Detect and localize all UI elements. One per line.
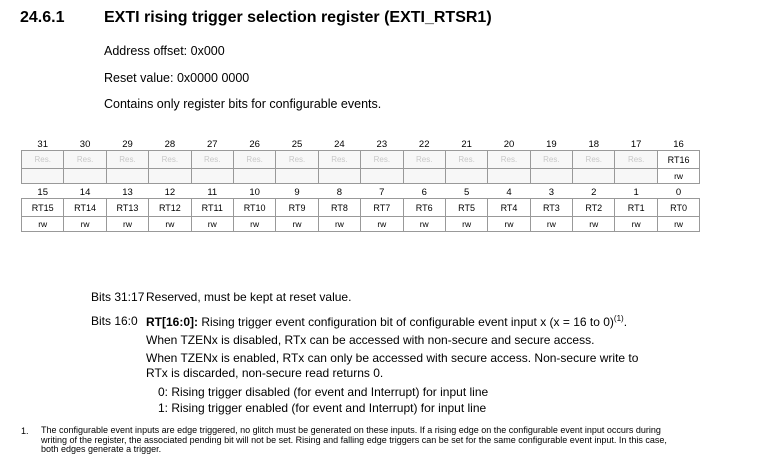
field-name: Res. [361, 151, 403, 169]
access-type: rw [657, 217, 699, 232]
field-rt-line-4: RTx is discarded, non-secure read returns 0. [146, 366, 384, 380]
field-name: RT14 [64, 199, 106, 217]
access-type: rw [445, 217, 487, 232]
bit-number: 23 [376, 139, 388, 150]
bit-number: 8 [336, 187, 343, 198]
access-type [106, 169, 148, 184]
register-lower-access-row [22, 217, 700, 232]
access-type: rw [233, 217, 275, 232]
access-type [64, 169, 106, 184]
access-type [233, 169, 275, 184]
bit-number: 4 [506, 187, 512, 198]
bit-number: 9 [294, 187, 300, 198]
access-type [149, 169, 191, 184]
access-type: rw [22, 217, 64, 232]
field-name: Res. [488, 151, 530, 169]
section-title: EXTI rising trigger selection register (EXTI_RTSR1) [104, 9, 492, 26]
field-name: Res. [530, 151, 572, 169]
access-type [276, 169, 318, 184]
bit-number: 25 [291, 139, 303, 150]
bit-number: 0 [675, 187, 682, 198]
bit-number: 1 [633, 187, 639, 198]
field-name: RT10 [233, 199, 275, 217]
field-name: RT4 [488, 199, 530, 217]
field-rt-name: RT[16:0]: [146, 315, 199, 329]
access-type [530, 169, 572, 184]
bit-number: 27 [206, 139, 218, 150]
register-note: Contains only register bits for configurable events. [104, 97, 382, 111]
register-lower-names-row [22, 199, 700, 217]
reset-value: Reset value: 0x0000 0000 [104, 71, 250, 85]
field-name: RT1 [615, 199, 657, 217]
field-name: Res. [22, 151, 64, 169]
field-name: RT8 [318, 199, 360, 217]
access-type: rw [106, 217, 148, 232]
field-rt-desc: RT[16:0]: Rising trigger event configuration bit of configurable event input x (x = 16 to 0)$^{(1)}$. [146, 314, 628, 329]
field-name: RT6 [403, 199, 445, 217]
field-rt-line-2: When TZENx is disabled, RTx can be accessed with non-secure and secure access. [146, 333, 595, 347]
field-rt-value-1: 1: Rising trigger enabled (for event and Interrupt) for input line [158, 401, 487, 415]
field-name: Res. [403, 151, 445, 169]
bit-number: 22 [418, 139, 430, 150]
register-upper-access-row [22, 169, 700, 184]
bit-number: 7 [379, 187, 385, 198]
register-upper-names-row [22, 151, 700, 169]
bit-number: 15 [37, 187, 48, 198]
footnote-ref: (1) [613, 314, 624, 323]
bit-number: 12 [164, 187, 176, 198]
address-offset: Address offset: 0x000 [104, 44, 225, 58]
field-name: Res. [318, 151, 360, 169]
field-name: RT0 [657, 199, 699, 217]
bit-number: 17 [630, 139, 642, 150]
access-type: rw [191, 217, 233, 232]
field-name: Res. [191, 151, 233, 169]
bit-number: 5 [463, 187, 470, 198]
bit-number: 26 [249, 139, 260, 150]
bit-number: 2 [591, 187, 597, 198]
field-name: Res. [276, 151, 318, 169]
bit-number: 20 [503, 139, 515, 150]
field-name: RT5 [445, 199, 487, 217]
field-reserved-desc: Reserved, must be kept at reset value. [146, 290, 352, 304]
field-name: RT11 [191, 199, 233, 217]
access-type: rw [488, 217, 530, 232]
bit-number: 16 [673, 139, 684, 150]
bit-number: 10 [249, 187, 260, 198]
access-type [318, 169, 360, 184]
field-name: RT16 [657, 151, 699, 169]
field-name: RT12 [149, 199, 191, 217]
field-name: Res. [149, 151, 191, 169]
access-type: rw [149, 217, 191, 232]
field-rt-value-0: 0: Rising trigger disabled (for event and Interrupt) for input line [158, 385, 489, 399]
field-name: Res. [445, 151, 487, 169]
bit-number: 6 [421, 187, 427, 198]
field-bits-31-17: Bits 31:17 [91, 290, 145, 304]
register-lower-bitnums-row [22, 184, 700, 199]
field-name: Res. [106, 151, 148, 169]
access-type [403, 169, 445, 184]
field-name: RT13 [106, 199, 148, 217]
field-name: RT15 [22, 199, 64, 217]
bit-number: 18 [588, 139, 600, 150]
access-type: rw [615, 217, 657, 232]
access-type: rw [573, 217, 615, 232]
access-type [445, 169, 487, 184]
bit-number: 24 [334, 139, 345, 150]
field-rt-line-3: When TZENx is enabled, RTx can only be accessed with secure access. Non-secure write to [146, 351, 639, 365]
access-type: rw [530, 217, 572, 232]
register-upper-bitnums-row [22, 136, 700, 151]
access-type: rw [403, 217, 445, 232]
field-name: RT7 [361, 199, 403, 217]
footnote-number: 1. [21, 426, 29, 436]
bit-number: 28 [164, 139, 176, 150]
access-type: rw [657, 169, 699, 184]
bit-number: 3 [548, 187, 555, 198]
field-name: RT2 [573, 199, 615, 217]
access-type: rw [276, 217, 318, 232]
access-type [191, 169, 233, 184]
bit-number: 29 [122, 139, 133, 150]
field-name: Res. [233, 151, 275, 169]
register-table [21, 136, 700, 232]
field-name: Res. [573, 151, 615, 169]
field-name: RT9 [276, 199, 318, 217]
footnote-text: The configurable event inputs are edge triggered, no glitch must be generated on these inputs. If a rising edge on the configurable event input occurs during writing of the register, the associated pending bit will not be set. Rising and falling edge triggers can be set for the same configurable event input. In this case, both edges generate a trigger. [41, 425, 667, 454]
access-type [22, 169, 64, 184]
bit-number: 19 [546, 139, 557, 150]
field-bits-16-0: Bits 16:0 [91, 314, 138, 328]
access-type: rw [361, 217, 403, 232]
section-number: 24.6.1 [20, 9, 65, 26]
field-name: RT3 [530, 199, 572, 217]
access-type [488, 169, 530, 184]
access-type [361, 169, 403, 184]
access-type: rw [64, 217, 106, 232]
bit-number: 14 [79, 187, 91, 198]
access-type [615, 169, 657, 184]
bit-number: 13 [122, 187, 133, 198]
bit-number: 21 [461, 139, 472, 150]
access-type: rw [318, 217, 360, 232]
field-name: Res. [615, 151, 657, 169]
bit-number: 31 [37, 139, 48, 150]
bit-number: 11 [207, 187, 218, 198]
field-name: Res. [64, 151, 106, 169]
bit-number: 30 [79, 139, 91, 150]
access-type [573, 169, 615, 184]
